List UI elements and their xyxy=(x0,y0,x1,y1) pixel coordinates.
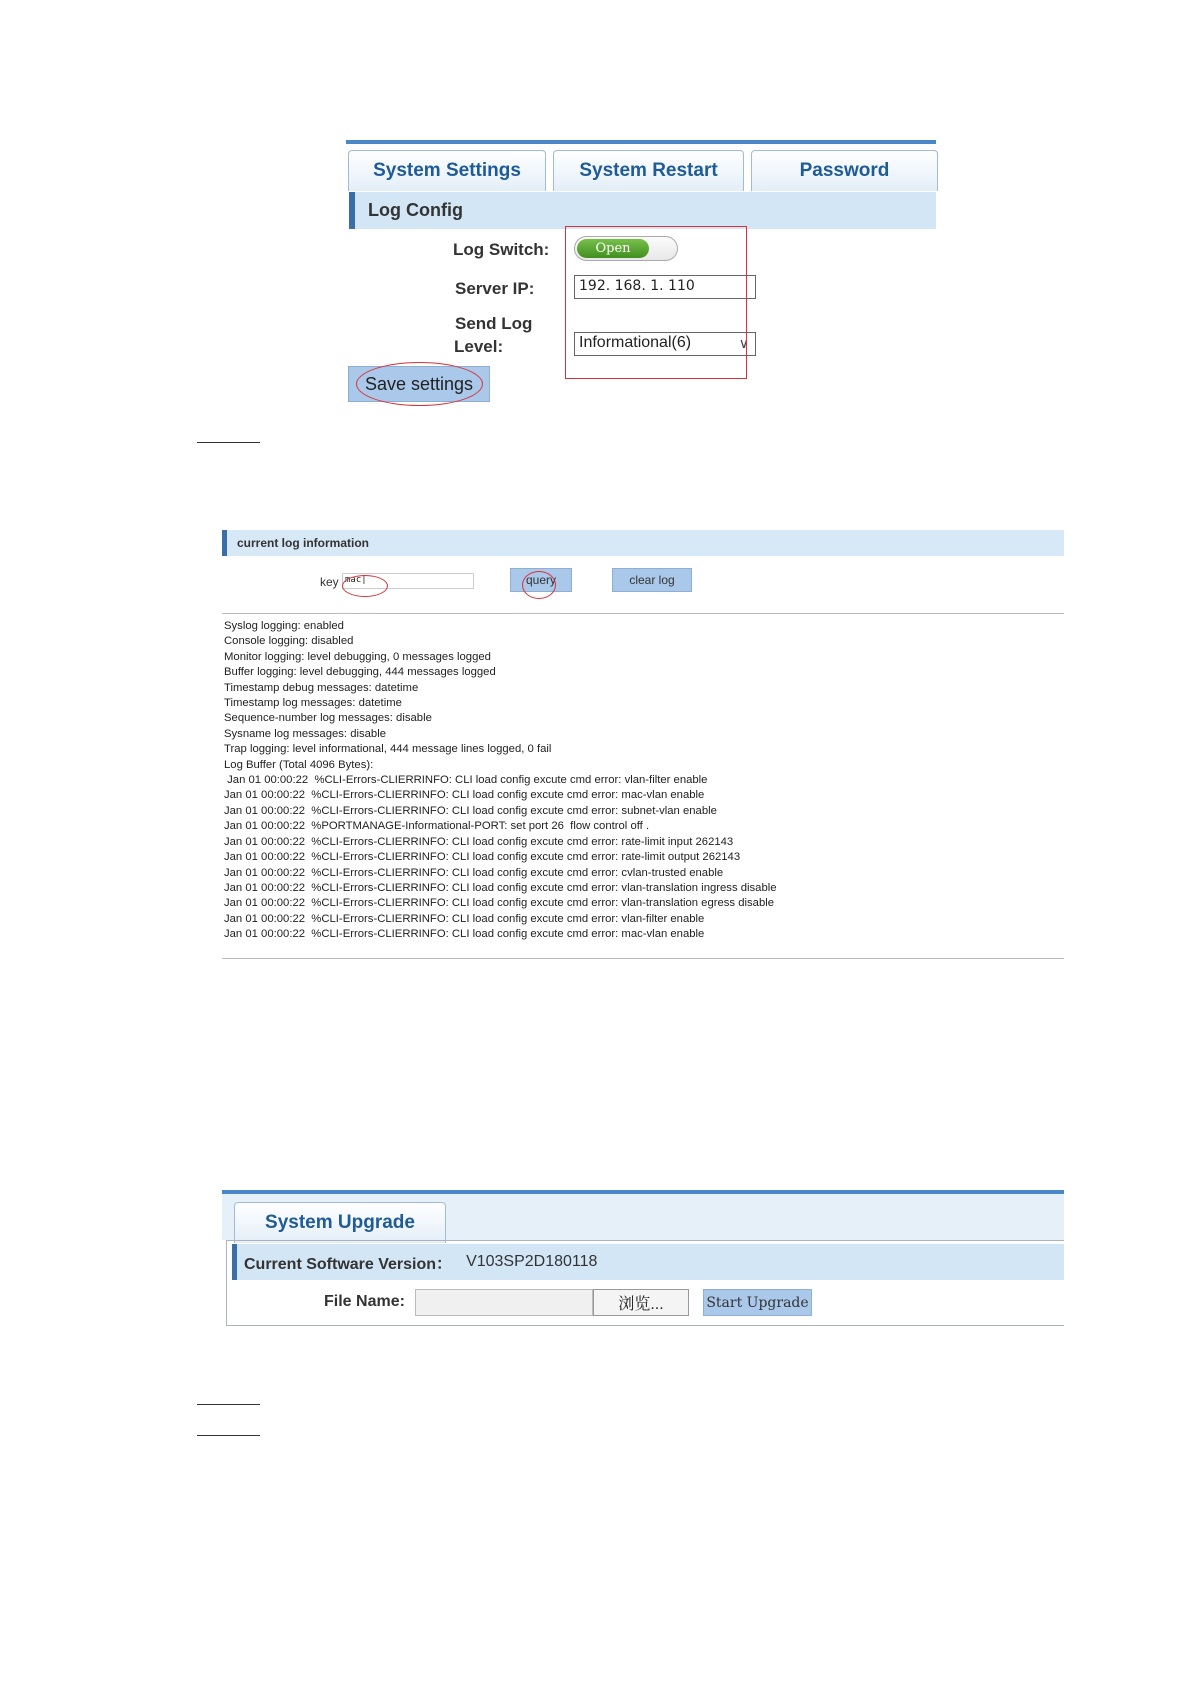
divider xyxy=(222,958,1064,959)
server-ip-label: Server IP: xyxy=(455,279,535,298)
chevron-down-icon: ∨ xyxy=(738,335,749,351)
key-input[interactable]: mac| xyxy=(342,573,474,589)
send-log-level-label: Level: xyxy=(454,337,504,356)
log-output xyxy=(224,619,1064,943)
divider xyxy=(222,613,1064,614)
send-log-label: Send Log xyxy=(455,314,533,333)
log-line: Timestamp debug messages: datetime xyxy=(224,681,419,694)
file-name-input[interactable] xyxy=(415,1289,593,1316)
log-info-header: current log information xyxy=(222,530,1064,556)
log-line: Jan 01 00:00:22 %CLI-Errors-CLIERRINFO: CLI load config excute cmd error: rate-limit output 262143 xyxy=(224,851,741,864)
log-line: Jan 01 00:00:22 %PORTMANAGE-Informational-PORT: set port 26 flow control off . xyxy=(224,820,650,833)
section-title: Log Config xyxy=(349,192,936,229)
selected-level: Informational(6) xyxy=(579,334,692,351)
tab-password[interactable]: Password xyxy=(751,150,938,191)
log-line: Jan 01 00:00:22 %CLI-Errors-CLIERRINFO: CLI load config excute cmd error: vlan-translation egress disable xyxy=(224,897,775,910)
toggle-on-knob: Open xyxy=(577,239,649,258)
log-line: Jan 01 00:00:22 %CLI-Errors-CLIERRINFO: CLI load config excute cmd error: rate-limit input 262143 xyxy=(224,835,734,848)
log-line: Sysname log messages: disable xyxy=(224,727,387,740)
text-underline-mark xyxy=(197,1404,260,1405)
log-line: Trap logging: level informational, 444 message lines logged, 0 fail xyxy=(224,743,552,756)
tab-system-upgrade[interactable]: System Upgrade xyxy=(234,1202,446,1243)
log-line: Timestamp log messages: datetime xyxy=(224,697,402,710)
highlight-box xyxy=(565,226,747,379)
log-switch-label: Log Switch: xyxy=(453,240,550,259)
tab-system-restart[interactable]: System Restart xyxy=(553,150,744,191)
tab-system-settings[interactable]: System Settings xyxy=(348,150,546,191)
log-line: Sequence-number log messages: disable xyxy=(224,712,432,725)
log-line: Log Buffer (Total 4096 Bytes): xyxy=(224,758,374,771)
version-value: V103SP2D180118 xyxy=(466,1253,598,1270)
log-line: Jan 01 00:00:22 %CLI-Errors-CLIERRINFO: CLI load config excute cmd error: vlan-filter enable xyxy=(224,774,708,787)
key-value: mac xyxy=(345,575,362,585)
log-line: Console logging: disabled xyxy=(224,635,354,648)
start-upgrade-button[interactable]: Start Upgrade xyxy=(703,1289,812,1316)
system-upgrade-panel xyxy=(222,1190,1064,1328)
key-label: key xyxy=(320,575,339,589)
software-version-bar xyxy=(232,1244,1064,1280)
log-line: Jan 01 00:00:22 %CLI-Errors-CLIERRINFO: CLI load config excute cmd error: vlan-filter enable xyxy=(224,912,705,925)
browse-button[interactable]: 浏览... xyxy=(593,1289,689,1316)
server-ip-input[interactable]: 192. 168. 1. 110 xyxy=(574,275,756,299)
log-line: Buffer logging: level debugging, 444 messages logged xyxy=(224,666,496,679)
log-line: Monitor logging: level debugging, 0 messages logged xyxy=(224,650,491,663)
clear-log-button[interactable]: clear log xyxy=(612,568,692,592)
save-settings-button[interactable]: Save settings xyxy=(348,366,490,402)
log-config-panel xyxy=(346,140,936,402)
log-line: Jan 01 00:00:22 %CLI-Errors-CLIERRINFO: CLI load config excute cmd error: vlan-translation ingress disable xyxy=(224,881,777,894)
log-line: Jan 01 00:00:22 %CLI-Errors-CLIERRINFO: CLI load config excute cmd error: subnet-vlan enable xyxy=(224,804,717,817)
file-name-label: File Name: xyxy=(324,1293,405,1310)
log-line: Jan 01 00:00:22 %CLI-Errors-CLIERRINFO: CLI load config excute cmd error: mac-vlan enable xyxy=(224,928,705,941)
text-underline-mark xyxy=(197,1435,260,1436)
log-line: Jan 01 00:00:22 %CLI-Errors-CLIERRINFO: CLI load config excute cmd error: cvlan-trusted enable xyxy=(224,866,724,879)
query-button[interactable]: query xyxy=(510,568,572,592)
log-line: Syslog logging: enabled xyxy=(224,620,344,632)
top-accent-bar xyxy=(346,140,936,144)
log-info-panel xyxy=(222,530,1064,960)
version-label: Current Software Version： xyxy=(244,1255,453,1273)
log-line: Jan 01 00:00:22 %CLI-Errors-CLIERRINFO: CLI load config excute cmd error: mac-vlan enable xyxy=(224,789,705,802)
text-underline-mark xyxy=(197,442,260,443)
